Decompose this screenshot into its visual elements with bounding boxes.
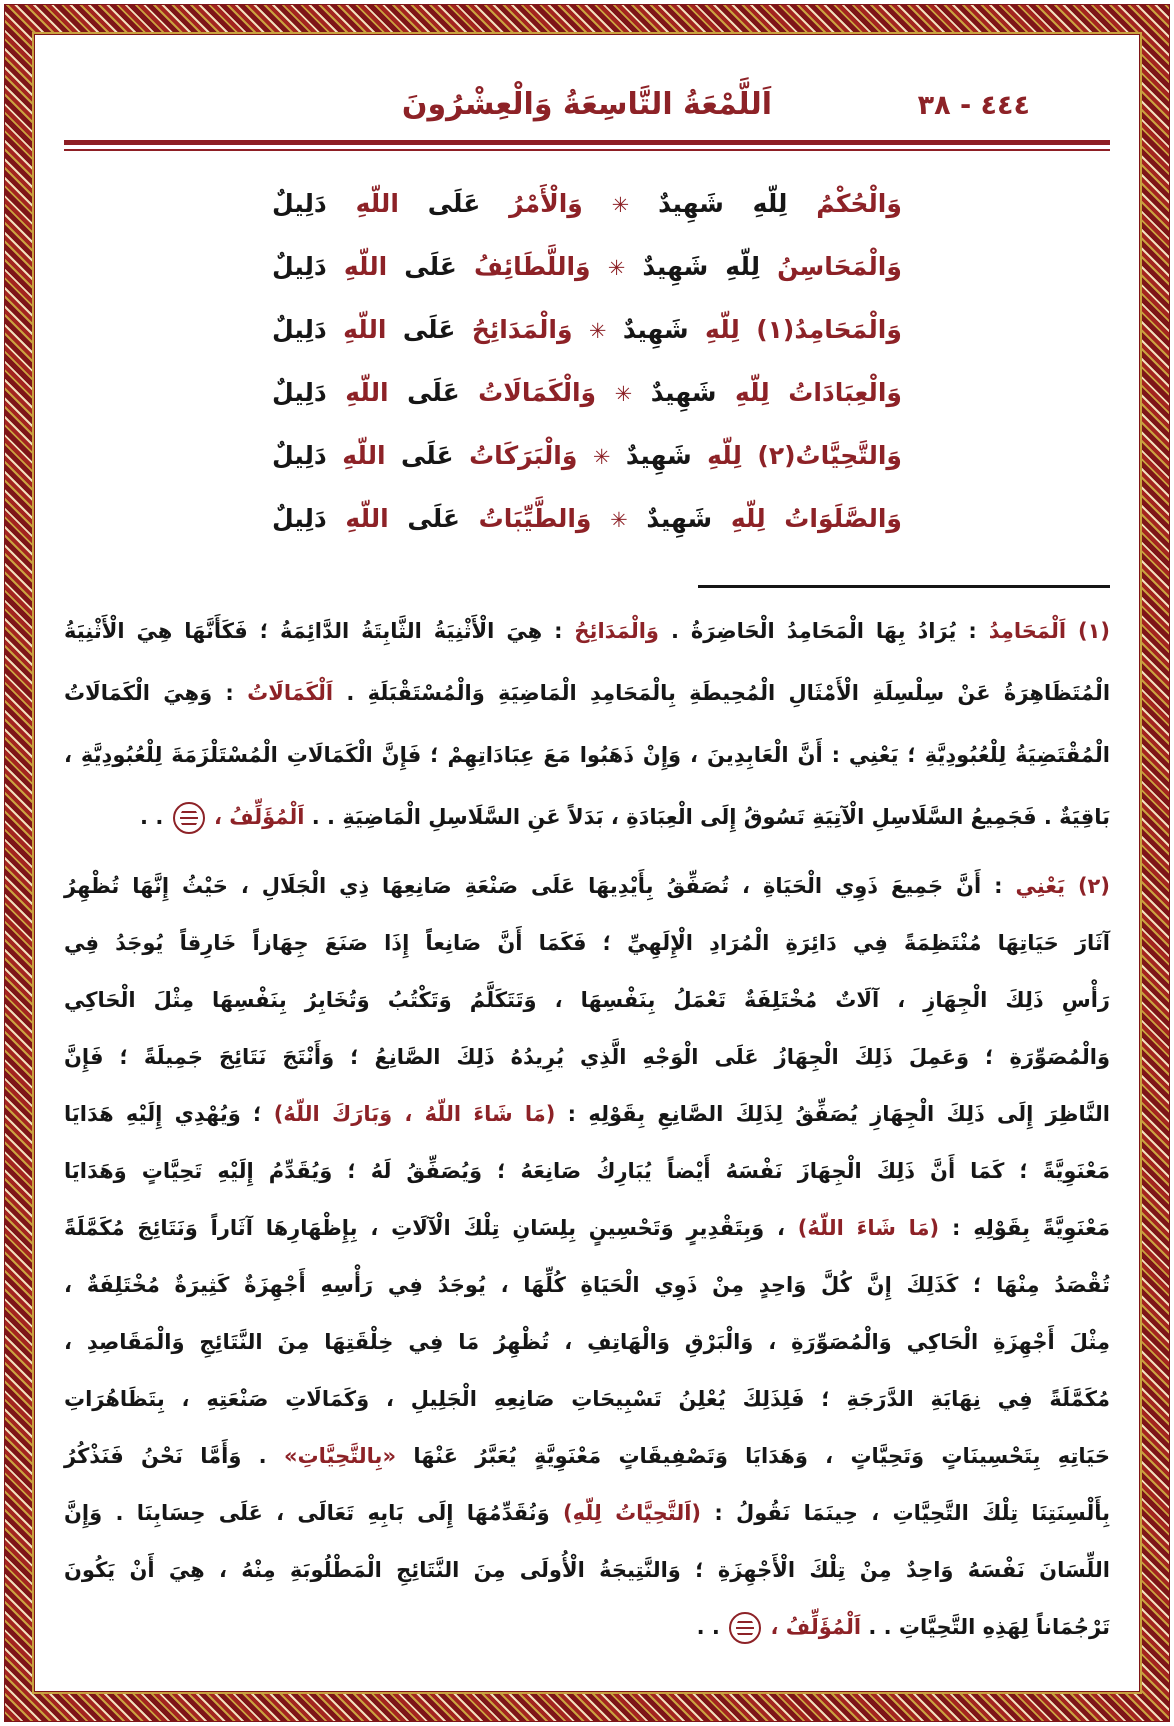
footnote-line xyxy=(64,1257,1110,1314)
page-inner xyxy=(34,84,1140,1726)
text-segment: وَالْعِبَادَاتُ xyxy=(788,378,902,407)
verse-line xyxy=(272,236,902,299)
text-segment: دَلِيلٌ xyxy=(272,252,327,281)
text-segment: وَالْمَحَاسِنُ xyxy=(777,252,902,281)
text-segment: دَلِيلٌ xyxy=(272,378,327,407)
verse-line xyxy=(272,425,902,488)
header-rule-thick xyxy=(64,140,1110,145)
text-segment: مِثْلَ أَجْهِزَةِ الْحَاكِي وَالْمُصَوِّرَةِ ، وَالْبَرْقِ وَالْهَاتِفِ ، تُظْهِرُ مَا فِي خِلْقَتِهَا مِنَ النَّتَائِجِ وَالْمَقَاصِدِ ، xyxy=(64,1330,1110,1354)
text-segment: : هِيَ الْأَثْنِيَةُ الثَّابِتَةُ الدَّائِمَةُ ؛ فَكَأَنَّهَا هِيَ الْأَثْنِيَةُ xyxy=(64,619,563,643)
text-segment: عَلَى xyxy=(402,315,456,344)
text-segment: ، وَبِتَقْدِيرٍ وَتَحْسِينٍ بِلِسَانِ تِلْكَ الْآلَاتِ ، بِإِظْهَارِهَا آثَاراً وَنَتَائِجَ مُكَمَّلَةً xyxy=(64,1216,785,1240)
text-segment: لِلّهِ xyxy=(705,315,740,344)
text-segment: عَلَى xyxy=(407,378,460,407)
text-segment: عَلَى xyxy=(407,504,460,533)
text-segment: وَالتَّحِيَّاتُ(٢) xyxy=(757,441,902,470)
footnotes-block xyxy=(64,600,1110,1656)
footnote-line xyxy=(64,662,1110,724)
text-segment: عَلَى xyxy=(427,189,481,218)
text-segment: «بِالتَّحِيَّاتِ» xyxy=(283,1444,397,1468)
text-segment: . . xyxy=(696,1615,720,1639)
header-rule-thin xyxy=(64,149,1110,151)
footnote-line xyxy=(64,1029,1110,1086)
text-segment: تُقْصَدُ مِنْهَا ؛ كَذَلِكَ إِنَّ كُلَّ وَاحِدٍ مِنْ ذَوِي الْحَيَاةِ كُلِّهَا ، يُوجَدُ فِي رَأْسِهِ أَجْهِزَةٌ كَثِيرَةٌ مُخْتَلِفَةٌ ، xyxy=(64,1273,1110,1297)
footnote-1 xyxy=(64,600,1110,848)
verse-ornament-icon: ✳ xyxy=(588,319,607,343)
verse-line xyxy=(272,488,902,551)
text-segment: بَاقِيَةٌ . فَجَمِيعُ السَّلَاسِلِ الْآتِيَةِ تَسُوقُ إِلَى الْعِبَادَةِ ، بَدَلاً عَنِ السَّلَاسِلِ الْمَاضِيَةِ . . xyxy=(311,805,1110,829)
text-segment: وَالْبَرَكَاتُ xyxy=(469,441,578,470)
text-segment: لِلّهِ xyxy=(734,378,770,407)
text-segment: مُكَمَّلَةً فِي نِهَايَةِ الدَّرَجَةِ ؛ فَلِذَلِكَ يُعْلِنُ تَسْبِيحَاتِ صَانِعِهِ الْجَلِيلِ ، وَكَمَالَاتِ صَنْعَتِهِ ، بِتَظَاهُرَاتِ xyxy=(64,1387,1110,1411)
text-segment: مَعْنَوِيَّةً ؛ كَمَا أَنَّ ذَلِكَ الْجِهَازَ نَفْسَهُ أَيْضاً يُبَارِكُ صَانِعَهُ ؛ وَيُصَفِّقُ لَهُ ؛ وَيُقَدِّمُ إِلَيْهِ تَحِيَّاتٍ وَهَدَايَا xyxy=(64,1159,1110,1183)
text-segment: النَّاظِرَ إِلَى ذَلِكَ الْجِهَازِ يُصَفِّقُ لِذَلِكَ الصَّانِعِ بِقَوْلِهِ : xyxy=(567,1102,1110,1126)
footnote-line xyxy=(64,1086,1110,1143)
verses-block xyxy=(272,173,902,551)
text-segment: (اَلتَّحِيَّاتُ لِلّهِ) xyxy=(563,1501,702,1525)
text-segment: دَلِيلٌ xyxy=(272,315,327,344)
text-segment: وَاللَّطَائِفُ xyxy=(473,252,591,281)
text-segment: بِأَلْسِنَتِنَا تِلْكَ التَّحِيَّاتِ ، حِينَمَا نَقُولُ : xyxy=(714,1501,1111,1525)
page-title: اَللَّمْعَةُ التَّاسِعَةُ وَالْعِشْرُونَ xyxy=(401,87,773,122)
footnote-line xyxy=(64,786,1110,848)
text-segment: شَهِيدٌ xyxy=(650,378,717,407)
text-segment: الْمُتَظَاهِرَةُ عَنْ سِلْسِلَةِ الْأَمْثَالِ الْمُحِيطَةِ بِالْمَحَامِدِ الْمَاضِيَةِ وَالْمُسْتَقْبَلَةِ . xyxy=(346,681,1111,705)
text-segment: وَنُقَدِّمُهَا إِلَى بَابِهِ تَعَالَى ، عَلَى حِسَابِنَا . وَإِنَّ xyxy=(64,1501,550,1525)
footnote-line xyxy=(64,972,1110,1029)
text-segment: لِلّهِ xyxy=(752,189,788,218)
verse-line xyxy=(272,362,902,425)
text-segment: دَلِيلٌ xyxy=(272,189,327,218)
footnote-line xyxy=(64,1371,1110,1428)
footnote-line xyxy=(64,1314,1110,1371)
footnote-line xyxy=(64,1599,1110,1656)
footnote-line xyxy=(64,1200,1110,1257)
text-segment: عَلَى xyxy=(401,441,454,470)
text-segment: دَلِيلٌ xyxy=(272,504,327,533)
footnote-line xyxy=(64,858,1110,915)
verse-ornament-icon: ✳ xyxy=(592,445,611,469)
text-segment: وَالصَّلَوَاتُ xyxy=(784,504,902,533)
text-segment: مَعْنَوِيَّةً بِقَوْلِهِ : xyxy=(951,1216,1110,1240)
footnote-line xyxy=(64,1428,1110,1485)
text-segment: : أَنَّ جَمِيعَ ذَوِي الْحَيَاةِ ، تُصَفِّقُ بِأَيْدِيهَا عَلَى صَنْعَةِ صَانِعِهَا ذِي الْجَلَالِ ، حَيْثُ إِنَّهَا تُظْهِرُ xyxy=(64,874,1003,898)
text-segment: اللّهِ xyxy=(342,441,386,470)
text-segment: وَالْأَمْرُ xyxy=(509,189,583,218)
text-segment: وَالطَّيِّبَاتُ xyxy=(478,504,592,533)
text-segment: (مَا شَاءَ اللّهُ) xyxy=(797,1216,940,1240)
text-segment: : يُرَادُ بِهَا الْمَحَامِدُ الْحَاضِرَةُ . xyxy=(670,619,977,643)
text-segment: اللّهِ xyxy=(345,504,389,533)
text-segment: شَهِيدٌ xyxy=(658,189,724,218)
footnote-line xyxy=(64,724,1110,786)
text-segment: لِلّهِ xyxy=(707,441,742,470)
text-segment: وَالْمُصَوِّرَةِ ؛ وَعَمِلَ ذَلِكَ الْجِهَازُ عَلَى الْوَجْهِ الَّذِي يُرِيدُهُ ذَلِكَ الصَّانِعُ ؛ وَأَنْتَجَ نَتَائِجَ جَمِيلَةً ؛ فَإِنَّ xyxy=(64,1045,1110,1069)
text-segment: شَهِيدٌ xyxy=(646,504,713,533)
verse-line xyxy=(272,299,902,362)
text-segment: شَهِيدٌ xyxy=(622,315,689,344)
text-segment: لِلّهِ xyxy=(725,252,761,281)
text-segment: : وَهِيَ الْكَمَالَاتُ xyxy=(64,681,234,705)
footnote-line xyxy=(64,600,1110,662)
text-segment: اَلْمُؤَلِّفُ ، xyxy=(213,805,305,829)
page-content-surface xyxy=(32,32,1142,1694)
author-seal-icon xyxy=(729,1612,761,1644)
header-divider xyxy=(64,140,1110,151)
text-segment: عَلَى xyxy=(404,252,457,281)
text-segment: آثَارَ حَيَاتِهَا مُنْتَظِمَةً فِي دَائِرَةِ الْمُرَادِ الْإِلَهِيِّ ؛ فَكَمَا أَنَّ صَانِعاً إِذَا صَنَعَ جِهَازاً خَارِقاً يُوجَدُ فِي xyxy=(64,931,1110,955)
text-segment: . . xyxy=(140,805,164,829)
verse-ornament-icon: ✳ xyxy=(607,256,626,280)
verse-line xyxy=(272,173,902,236)
text-segment: دَلِيلٌ xyxy=(272,441,327,470)
page-header xyxy=(64,84,1110,126)
text-segment: وَالْمَدَائِحُ xyxy=(574,619,659,643)
footnote-2 xyxy=(64,858,1110,1656)
text-segment: حَيَاتِهِ بِتَحْسِينَاتٍ وَتَحِيَّاتٍ ، وَهَدَايَا وَتَصْفِيقَاتٍ مَعْنَوِيَّةٍ يُعَبَّرُ عَنْهَا xyxy=(413,1444,1110,1468)
text-segment: شَهِيدٌ xyxy=(625,441,692,470)
text-segment: . وَأَمَّا نَحْنُ فَنَذْكُرُ xyxy=(64,1444,267,1468)
text-segment: وَالْمَدَائِحُ xyxy=(471,315,573,344)
footnote-line xyxy=(64,1542,1110,1599)
verse-ornament-icon: ✳ xyxy=(610,508,628,532)
text-segment: (١) اَلْمَحَامِدُ xyxy=(988,619,1111,643)
text-segment: اللّهِ xyxy=(355,189,399,218)
text-segment: ؛ وَيُهْدِي إِلَيْهِ هَدَايَا xyxy=(64,1102,262,1126)
text-segment: (٢) يَعْنِي xyxy=(1015,874,1110,898)
text-segment: اَلْمُؤَلِّفُ ، xyxy=(770,1615,862,1639)
text-segment: اللّهِ xyxy=(343,252,388,281)
verse-ornament-icon: ✳ xyxy=(611,193,630,217)
text-segment: (مَا شَاءَ اللّهُ ، وَبَارَكَ اللّهُ) xyxy=(273,1102,556,1126)
text-segment: شَهِيدٌ xyxy=(642,252,709,281)
footnote-line xyxy=(64,915,1110,972)
footnote-line xyxy=(64,1485,1110,1542)
page-number: ٣٨ - ٤٤٤ xyxy=(917,90,1030,121)
text-segment: اللّهِ xyxy=(343,315,387,344)
verse-ornament-icon: ✳ xyxy=(614,382,633,406)
author-seal-icon xyxy=(173,802,205,834)
text-segment: اَلْكَمَالَاتُ xyxy=(247,681,334,705)
text-segment: اللّهِ xyxy=(345,378,389,407)
text-segment: رَأْسِ ذَلِكَ الْجِهَازِ ، آلَاتٌ مُخْتَلِفَةٌ تَعْمَلُ بِنَفْسِهَا ، وَتَتَكَلَّمُ وَتَكْتُبُ وَتُخَابِرُ بِنَفْسِهَا مِثْلَ الْحَاكِي xyxy=(64,988,1110,1012)
text-segment: لِلّهِ xyxy=(730,504,766,533)
text-segment: وَالْمَحَامِدُ(١) xyxy=(756,315,902,344)
footnote-separator-rule xyxy=(698,585,1110,588)
text-segment: وَالْكَمَالَاتُ xyxy=(478,378,597,407)
text-segment: الْمُقْتَضِيَةُ لِلْعُبُودِيَّةِ ؛ يَعْنِي : أَنَّ الْعَابِدِينَ ، وَإِنْ ذَهَبُوا مَعَ عِبَادَاتِهِمْ ؛ فَإِنَّ الْكَمَالَاتِ الْمُسْتَلْزَمَةَ لِلْعُبُودِيَّةِ ، xyxy=(64,743,1110,767)
text-segment: وَالْحُكْمُ xyxy=(816,189,902,218)
text-segment: تَرْجُمَاناً لِهَذِهِ التَّحِيَّاتِ . . xyxy=(868,1615,1110,1639)
footnote-line xyxy=(64,1143,1110,1200)
text-segment: اللِّسَانَ نَفْسَهُ وَاحِدٌ مِنْ تِلْكَ الْأَجْهِزَةِ ؛ وَالنَّتِيجَةُ الْأُولَى مِنَ النَّتَائِجِ الْمَطْلُوبَةِ مِنْهُ ، هِيَ أَنْ يَكُونَ xyxy=(64,1558,1110,1582)
